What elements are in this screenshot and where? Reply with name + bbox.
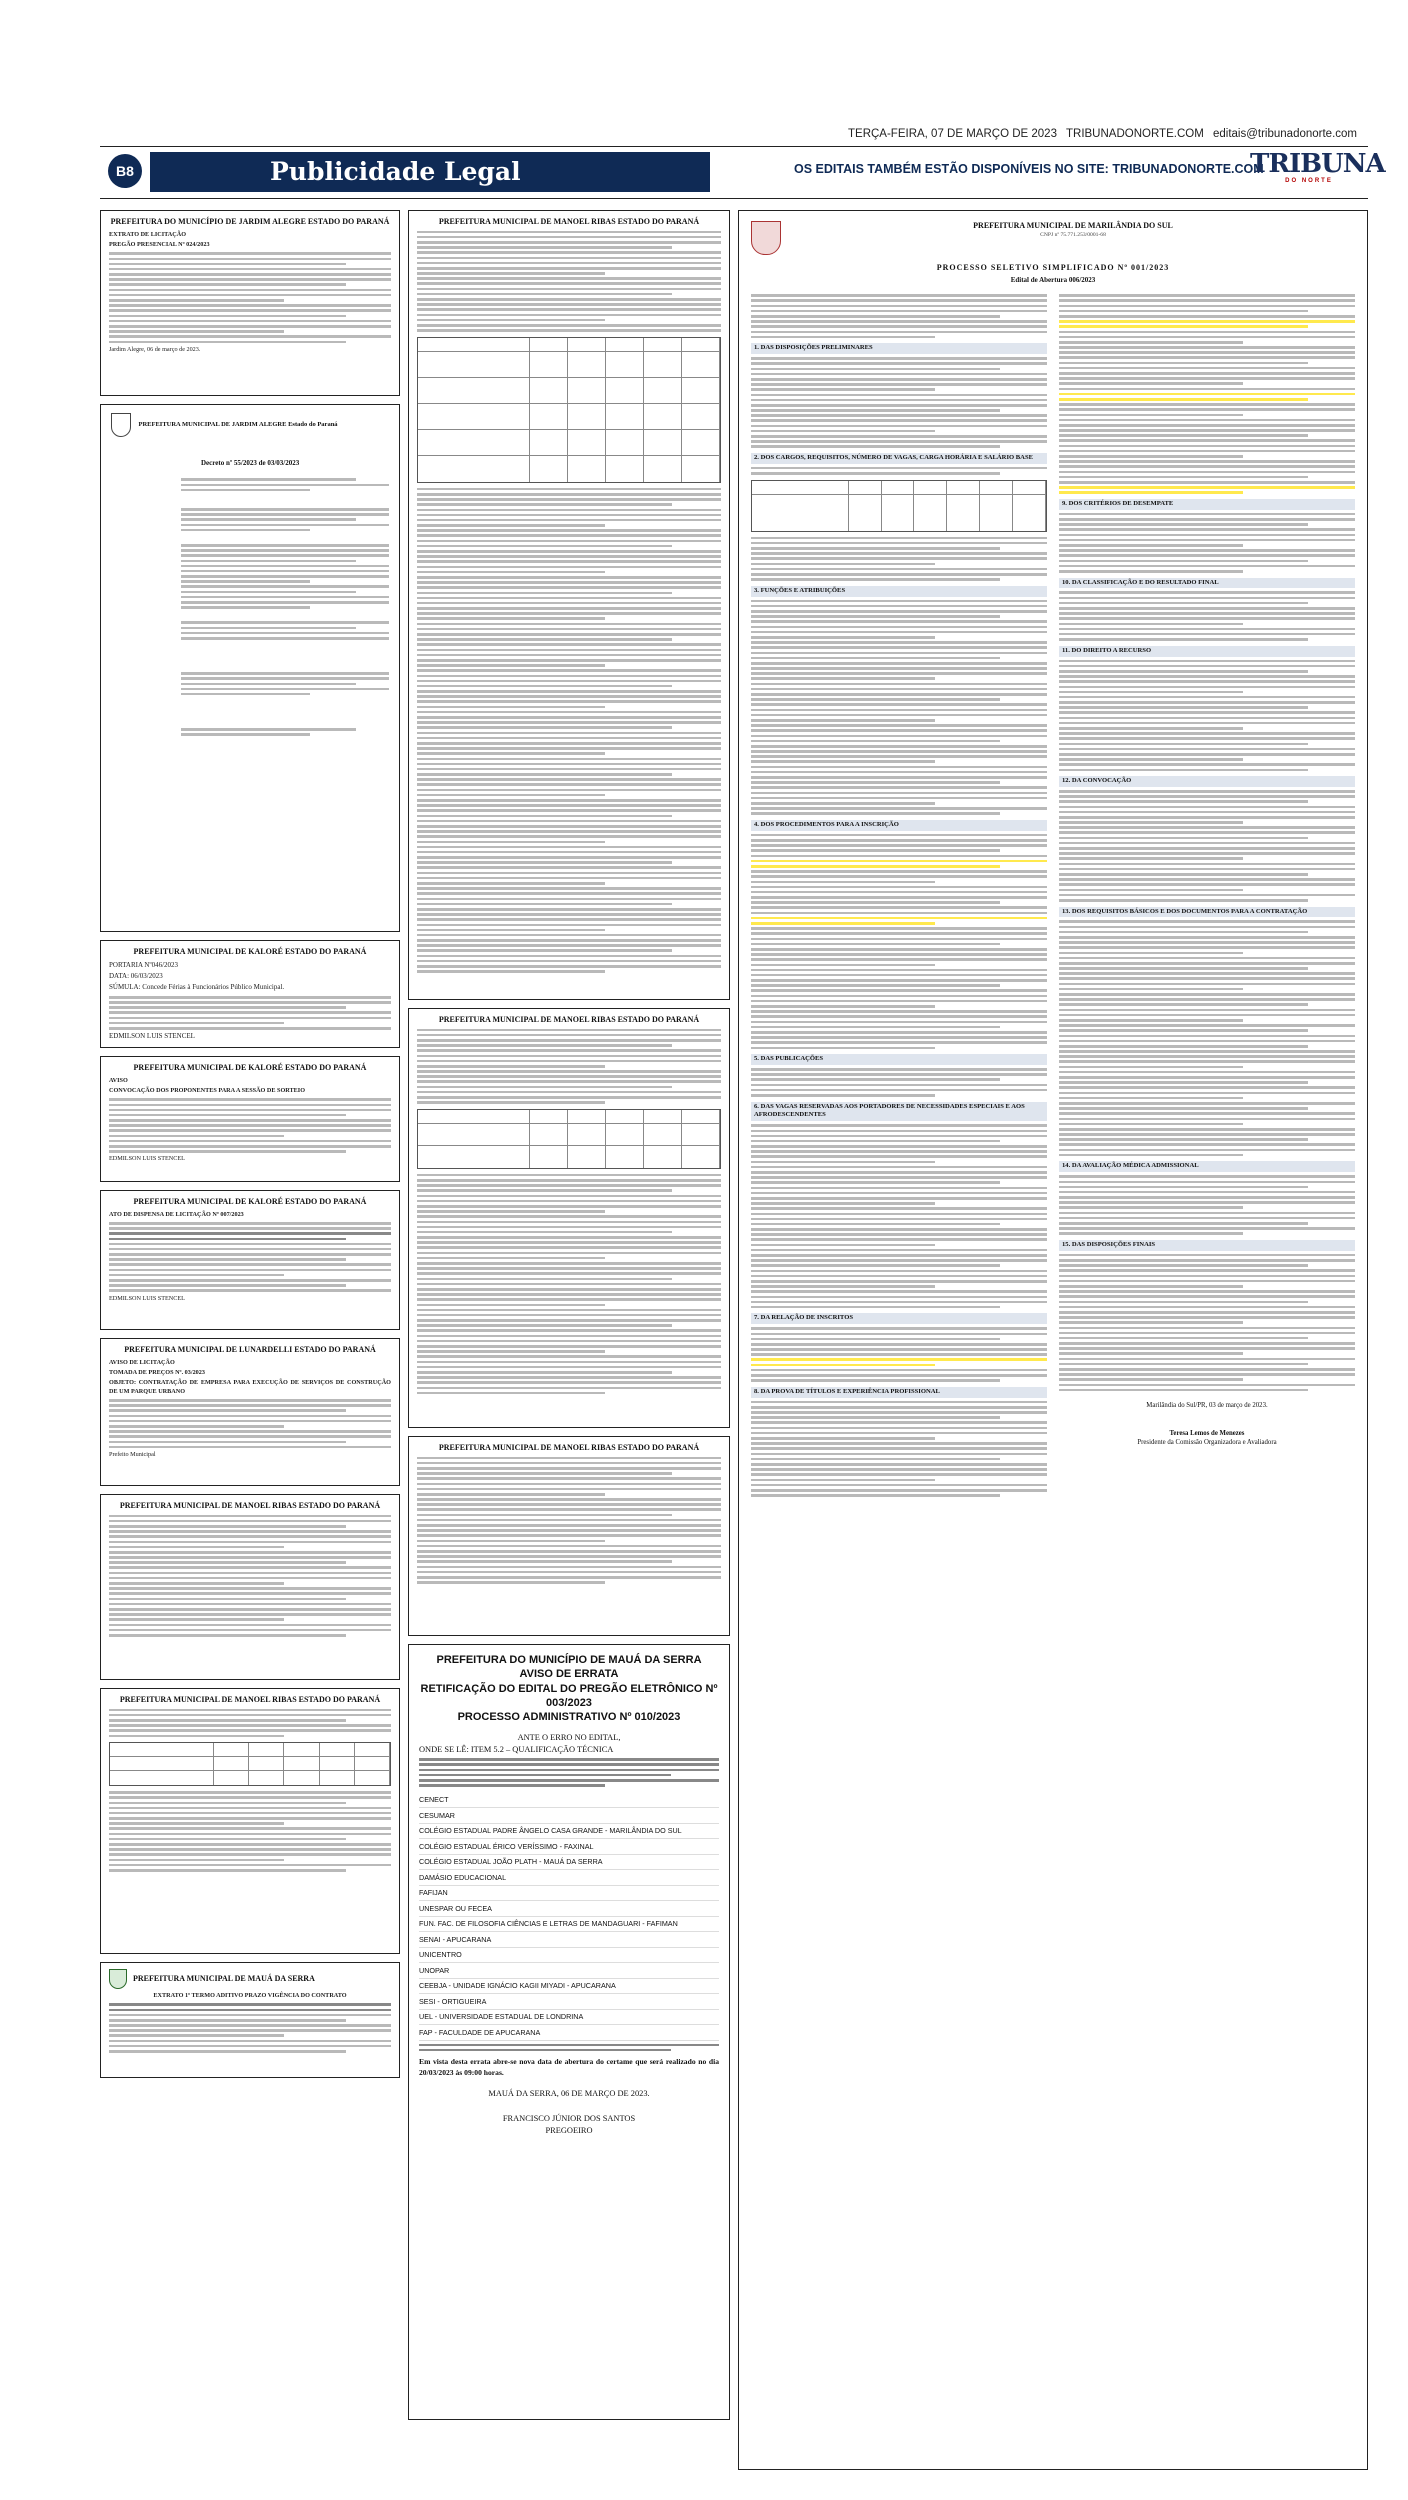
- notice-signature: EDMILSON LUIS STENCEL: [109, 1155, 185, 1163]
- section-heading: 8. DA PROVA DE TÍTULOS E EXPERIÊNCIA PROFISSIONAL: [751, 1387, 1047, 1398]
- schools-list: [419, 1793, 719, 2041]
- notice-signature: Prefeito Municipal: [109, 1450, 156, 1458]
- notice-heading: PREFEITURA MUNICIPAL DE KALORÉ ESTADO DO PARANÁ: [133, 947, 367, 956]
- notice-line: AVISO: [109, 1076, 128, 1084]
- body-text: [751, 1327, 1047, 1381]
- body-text: [1059, 660, 1355, 772]
- notice-line: PORTARIA Nº046/2023: [109, 960, 179, 969]
- errata-heading: RETIFICAÇÃO DO EDITAL DO PREGÃO ELETRÔNICO Nº 003/2023: [420, 1682, 718, 1709]
- notice-heading: PREFEITURA MUNICIPAL DE LUNARDELLI ESTADO DO PARANÁ: [124, 1345, 376, 1354]
- body-text: [109, 1791, 391, 1871]
- body-text: [751, 467, 1047, 475]
- notice-heading: PREFEITURA MUNICIPAL DE MANOEL RIBAS ESTADO DO PARANÁ: [119, 1501, 381, 1510]
- decree-title: Decreto nº 55/2023 de 03/03/2023: [201, 459, 300, 467]
- proc-col-left: [751, 291, 1047, 1499]
- email-link[interactable]: editais@tribunadonorte.com: [1212, 128, 1357, 140]
- notice-maua-extract: [100, 1962, 400, 2078]
- section-heading: 4. DOS PROCEDIMENTOS PARA A INSCRIÇÃO: [751, 820, 1047, 831]
- section-heading: 9. DOS CRITÉRIOS DE DESEMPATE: [1059, 499, 1355, 510]
- notice-heading: PREFEITURA MUNICIPAL DE MANOEL RIBAS ESTADO DO PARANÁ: [119, 1695, 381, 1704]
- list-item: FAFIJAN: [419, 1886, 719, 1902]
- notice-heading: PREFEITURA MUNICIPAL DE KALORÉ ESTADO DO PARANÁ: [133, 1063, 367, 1072]
- body-text: [751, 834, 1047, 1049]
- list-item: CENECT: [419, 1793, 719, 1809]
- municipal-crest-icon: [109, 1969, 127, 1989]
- notice-signature: Jardim Alegre, 06 de março de 2023.: [109, 345, 201, 353]
- list-item: UNOPAR: [419, 1963, 719, 1979]
- notice-line: PREGÃO PRESENCIAL Nº 024/2023: [109, 240, 210, 248]
- notice-kalore-aviso: [100, 1056, 400, 1182]
- list-item: SESI - ORTIGUEIRA: [419, 1994, 719, 2010]
- header-rule-bottom: [100, 198, 1368, 199]
- proc-header: [751, 221, 1355, 255]
- notice-heading: PREFEITURA DO MUNICÍPIO DE JARDIM ALEGRE ESTADO DO PARANÁ: [110, 217, 390, 226]
- notice-heading: PREFEITURA MUNICIPAL DE MANOEL RIBAS ESTADO DO PARANÁ: [438, 1015, 700, 1024]
- header-rule-top: [100, 146, 1368, 147]
- notice-kalore-portaria: [100, 940, 400, 1048]
- proc-col-right: [1059, 291, 1355, 1499]
- proc-signer: Teresa Lemos de Menezes: [1169, 1429, 1245, 1437]
- body-text: [109, 1709, 391, 1738]
- proc-title: PROCESSO SELETIVO SIMPLIFICADO Nº 001/2023: [936, 263, 1170, 272]
- body-text: [109, 996, 391, 1030]
- notice-line: SÚMULA: Concede Férias à Funcionários Público Municipal.: [109, 983, 285, 992]
- notice-line: DATA: 06/03/2023: [109, 972, 163, 981]
- section-heading: 12. DA CONVOCAÇÃO: [1059, 776, 1355, 787]
- body-text: [751, 294, 1047, 338]
- body-text: [417, 1174, 721, 1394]
- notice-line: AVISO DE LICITAÇÃO: [109, 1358, 175, 1366]
- notice-line: ATO DE DISPENSA DE LICITAÇÃO Nº 007/2023: [109, 1210, 244, 1218]
- errata-where-reads: ONDE SE LÊ: ITEM 5.2 – QUALIFICAÇÃO TÉCNICA: [419, 1744, 614, 1754]
- section-heading: 14. DA AVALIAÇÃO MÉDICA ADMISSIONAL: [1059, 1161, 1355, 1172]
- notice-lunardelli: [100, 1338, 400, 1486]
- body-text: [1059, 591, 1355, 640]
- proc-signer-role: Presidente da Comissão Organizadora e Avaliadora: [1137, 1438, 1277, 1446]
- items-table: [109, 1742, 391, 1786]
- section-heading: 13. DOS REQUISITOS BÁSICOS E DOS DOCUMENTOS PARA A CONTRATAÇÃO: [1059, 907, 1355, 918]
- newspaper-logo: [1250, 149, 1385, 184]
- errata-body: [419, 2044, 719, 2052]
- body-text: [109, 1515, 391, 1637]
- list-item: DAMÁSIO EDUCACIONAL: [419, 1870, 719, 1886]
- column-1: [100, 210, 400, 2470]
- list-item: SENAI - APUCARANA: [419, 1932, 719, 1948]
- body-text: [417, 488, 721, 973]
- section-heading: 1. DAS DISPOSIÇÕES PRELIMINARES: [751, 343, 1047, 354]
- issue-date: TERÇA-FEIRA, 07 DE MARÇO DE 2023: [848, 128, 1057, 140]
- notice-signature: EDMILSON LUIS STENCEL: [109, 1294, 185, 1302]
- list-item: COLÉGIO ESTADUAL PADRE ÂNGELO CASA GRANDE - MARILÂNDIA DO SUL: [419, 1824, 719, 1840]
- section-heading: 5. DAS PUBLICAÇÕES: [751, 1054, 1047, 1065]
- errata-intro: ANTE O ERRO NO EDITAL,: [517, 1733, 621, 1743]
- items-table: [417, 1109, 721, 1169]
- body-text: [1059, 1254, 1355, 1391]
- notice-signature: EDMILSON LUIS STENCEL: [109, 1032, 195, 1041]
- header-dateline: [848, 128, 1368, 140]
- section-heading: 2. DOS CARGOS, REQUISITOS, NÚMERO DE VAGAS, CARGA HORÁRIA E SALÁRIO BASE: [751, 453, 1047, 464]
- proc-address: CNPJ nº 75.771.253/0001-68: [1040, 231, 1106, 238]
- municipal-crest-icon: [751, 221, 781, 255]
- list-item: FUN. FAC. DE FILOSOFIA CIÊNCIAS E LETRAS DE MANDAGUARI - FAFIMAN: [419, 1917, 719, 1933]
- site-notice: OS EDITAIS TAMBÉM ESTÃO DISPONÍVEIS NO SITE: TRIBUNADONORTE.COM: [794, 162, 1264, 176]
- notice-heading: PREFEITURA MUNICIPAL DE MANOEL RIBAS ESTADO DO PARANÁ: [438, 1443, 700, 1452]
- list-item: CEEBJA - UNIDADE IGNÁCIO KAGII MIYADI - APUCARANA: [419, 1979, 719, 1995]
- list-item: FAP - FACULDADE DE APUCARANA: [419, 2025, 719, 2041]
- body-text: [1059, 920, 1355, 1156]
- notice-manoel-ribas-low: [408, 1436, 730, 1636]
- list-item: UNESPAR OU FECEA: [419, 1901, 719, 1917]
- body-text: [417, 231, 721, 332]
- body-text: [417, 1457, 721, 1584]
- body-text: [417, 1029, 721, 1104]
- column-3: [738, 210, 1368, 2470]
- body-text: [1059, 513, 1355, 573]
- body-text: [751, 1401, 1047, 1497]
- page-number-badge: B8: [108, 154, 142, 188]
- body-text: [751, 357, 1047, 448]
- notice-manoel-ribas-top: [408, 210, 730, 1000]
- section-heading: 11. DO DIREITO A RECURSO: [1059, 646, 1355, 657]
- notice-line: EXTRATO DE LICITAÇÃO: [109, 230, 187, 238]
- notice-kalore-dispensa: [100, 1190, 400, 1330]
- items-table: [417, 337, 721, 483]
- section-heading: 6. DAS VAGAS RESERVADAS AOS PORTADORES DE NECESSIDADES ESPECIAIS E AOS AFRODESCENDENTES: [751, 1102, 1047, 1122]
- body-text: [109, 1399, 391, 1448]
- body-text: [1059, 790, 1355, 902]
- errata-closing: Em vista desta errata abre-se nova data de abertura do certame que será realizado no dia 20/03/2023 às 09:00 horas.: [419, 2057, 719, 2077]
- body-text: [1059, 294, 1355, 494]
- body-text: [751, 1068, 1047, 1097]
- section-heading: 3. FUNÇÕES E ATRIBUIÇÕES: [751, 586, 1047, 597]
- notice-manoel-ribas-2: [100, 1688, 400, 1954]
- section-heading: 10. DA CLASSIFICAÇÃO E DO RESULTADO FINAL: [1059, 578, 1355, 589]
- notice-heading: PREFEITURA MUNICIPAL DE MANOEL RIBAS ESTADO DO PARANÁ: [438, 217, 700, 226]
- errata-heading: PREFEITURA DO MUNICÍPIO DE MAUÁ DA SERRA: [436, 1654, 702, 1666]
- body-text: [109, 1222, 391, 1292]
- proc-place-date: Marilândia do Sul/PR, 03 de março de 2023.: [1146, 1402, 1268, 1410]
- body-text: [109, 252, 391, 343]
- notice-jardim-alegre: [100, 210, 400, 396]
- errata-signer-role: PREGOEIRO: [545, 2125, 593, 2135]
- logo-sub: DO NORTE: [1285, 178, 1333, 184]
- list-item: UEL - UNIVERSIDADE ESTADUAL DE LONDRINA: [419, 2010, 719, 2026]
- notice-line: EXTRATO 1º TERMO ADITIVO PRAZO VIGÊNCIA DO CONTRATO: [153, 1992, 347, 1999]
- decree-body: [181, 478, 389, 735]
- notice-line: TOMADA DE PREÇOS Nº. 03/2023: [109, 1368, 205, 1376]
- list-item: COLÉGIO ESTADUAL ÉRICO VERÍSSIMO - FAXINAL: [419, 1839, 719, 1855]
- body-text: [109, 2003, 391, 2052]
- notice-manoel-ribas-1: [100, 1494, 400, 1680]
- notice-heading: PREFEITURA MUNICIPAL DE KALORÉ ESTADO DO PARANÁ: [133, 1197, 367, 1206]
- body-text: [1059, 1175, 1355, 1235]
- list-item: COLÉGIO ESTADUAL JOÃO PLATH - MAUÁ DA SERRA: [419, 1855, 719, 1871]
- vacancy-table: [751, 480, 1047, 532]
- proc-columns: [751, 291, 1355, 1499]
- errata-signer: FRANCISCO JÚNIOR DOS SANTOS: [502, 2114, 636, 2124]
- municipal-crest-icon: [111, 413, 131, 437]
- decree-jardim-alegre: [100, 404, 400, 932]
- notice-marilandia-processo-seletivo: [738, 210, 1368, 2470]
- list-item: UNICENTRO: [419, 1948, 719, 1964]
- list-item: CESUMAR: [419, 1808, 719, 1824]
- notice-manoel-ribas-mid: [408, 1008, 730, 1428]
- notice-maua-errata: [408, 1644, 730, 2420]
- section-title: Publicidade Legal: [270, 157, 521, 186]
- errata-heading: AVISO DE ERRATA: [519, 1668, 619, 1681]
- proc-municipality: PREFEITURA MUNICIPAL DE MARILÂNDIA DO SUL: [973, 221, 1173, 230]
- body-text: [751, 537, 1047, 581]
- body-text: [751, 1124, 1047, 1308]
- notice-line: OBJETO: CONTRATAÇÃO DE EMPRESA PARA EXECUÇÃO DE SERVIÇOS DE CONSTRUÇÃO DE UM PARQUE URBANO: [109, 1379, 391, 1395]
- errata-heading: PROCESSO ADMINISTRATIVO Nº 010/2023: [457, 1711, 681, 1724]
- body-text: [109, 1098, 391, 1152]
- column-2: [408, 210, 730, 2470]
- errata-body: [419, 1758, 719, 1787]
- notice-heading: PREFEITURA MUNICIPAL DE MAUÁ DA SERRA: [133, 1974, 315, 1984]
- errata-place-date: MAUÁ DA SERRA, 06 DE MARÇO DE 2023.: [488, 2088, 650, 2098]
- section-heading: 7. DA RELAÇÃO DE INSCRITOS: [751, 1313, 1047, 1324]
- decree-municipality: PREFEITURA MUNICIPAL DE JARDIM ALEGRE Estado do Paraná: [138, 420, 338, 428]
- site-link[interactable]: TRIBUNADONORTE.COM: [1065, 128, 1204, 140]
- proc-subtitle: Edital de Abertura 006/2023: [1010, 275, 1096, 284]
- body-text: [751, 600, 1047, 815]
- logo-main: TRIBUNA: [1250, 149, 1385, 179]
- section-heading: 15. DAS DISPOSIÇÕES FINAIS: [1059, 1240, 1355, 1251]
- notice-line: CONVOCAÇÃO DOS PROPONENTES PARA A SESSÃO DE SORTEIO: [109, 1086, 306, 1094]
